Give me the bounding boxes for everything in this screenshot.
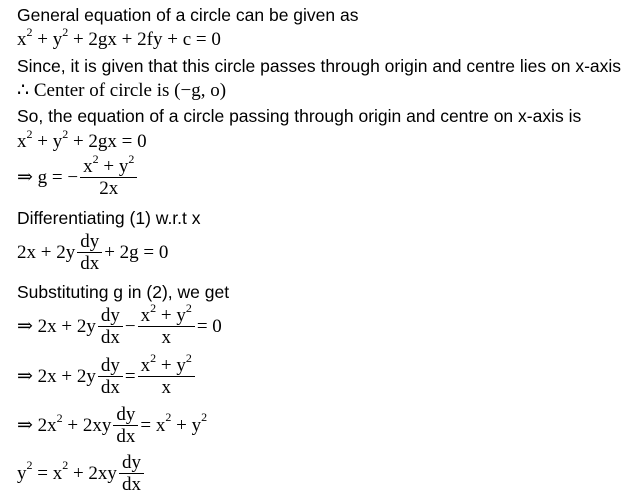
sub2-fraction <box>138 350 195 398</box>
sub1-numerator: $x^2 + y^2$ <box>138 305 195 327</box>
sub2-dx: dx <box>100 377 120 398</box>
final-dx: dx <box>121 474 141 495</box>
sub1-fraction <box>138 300 195 348</box>
final-lhs: $y^2 = x^2 + 2xy$ <box>17 458 117 484</box>
derivative-lhs: 2x + 2y <box>17 241 76 263</box>
substituted-equation-2 <box>17 350 197 398</box>
g-fraction-denominator: 2x <box>99 178 119 199</box>
substituted-equation-1 <box>17 300 222 348</box>
sub3-dy: dy <box>113 404 138 426</box>
g-expression-lhs: ⇒ g = − <box>17 167 79 188</box>
g-fraction <box>80 151 137 199</box>
dy-dx-fraction <box>77 231 102 274</box>
given-text: Since, it is given that this circle passes through origin and centre lies on x-axis <box>17 56 621 76</box>
sub3-rhs: = $x^2 + y^2$ <box>140 410 208 436</box>
substituting-text: Substituting g in (2), we get <box>17 282 230 302</box>
general-equation: $x^2 + y^2 + 2gx + 2fy + c = 0$ <box>17 24 221 50</box>
sub3-lhs: ⇒ $2x^2 + 2xy$ <box>17 410 112 436</box>
center-statement: ∴ Center of circle is (−g, o) <box>17 80 227 101</box>
sub1-lhs: ⇒ 2x + 2y <box>17 316 96 337</box>
sub1-dx: dx <box>100 327 120 348</box>
substituted-equation-3 <box>17 404 207 447</box>
g-fraction-numerator: $x^2 + y^2$ <box>80 156 137 178</box>
dx: dx <box>80 253 100 274</box>
final-dy: dy <box>119 452 144 474</box>
intro-text: General equation of a circle can be given as <box>17 5 359 25</box>
sub2-operator: = <box>124 365 136 387</box>
differentiating-text: Differentiating (1) w.r.t x <box>17 208 201 228</box>
sub1-rhs: = 0 <box>196 315 222 337</box>
sub1-denominator: x <box>161 327 171 348</box>
derivative-equation <box>17 231 168 274</box>
sub2-lhs: ⇒ 2x + 2y <box>17 366 96 387</box>
sub1-dy-dx <box>98 305 123 348</box>
sub1-dy: dy <box>98 305 123 327</box>
circle-equation: $x^2 + y^2 + 2gx = 0$ <box>17 126 147 152</box>
sub2-numerator: $x^2 + y^2$ <box>138 355 195 377</box>
final-differential-equation <box>17 452 146 495</box>
sub1-operator: − <box>124 315 136 337</box>
sub2-dy: dy <box>98 355 123 377</box>
sub3-dx: dx <box>116 426 136 447</box>
final-dy-dx <box>119 452 144 495</box>
g-expression <box>17 151 139 199</box>
derivative-rhs: + 2g = 0 <box>104 241 169 263</box>
sub2-denominator: x <box>161 377 171 398</box>
equation-intro-text: So, the equation of a circle passing through origin and centre on x-axis is <box>17 106 582 126</box>
sub3-dy-dx <box>113 404 138 447</box>
sub2-dy-dx <box>98 355 123 398</box>
dy: dy <box>77 231 102 253</box>
